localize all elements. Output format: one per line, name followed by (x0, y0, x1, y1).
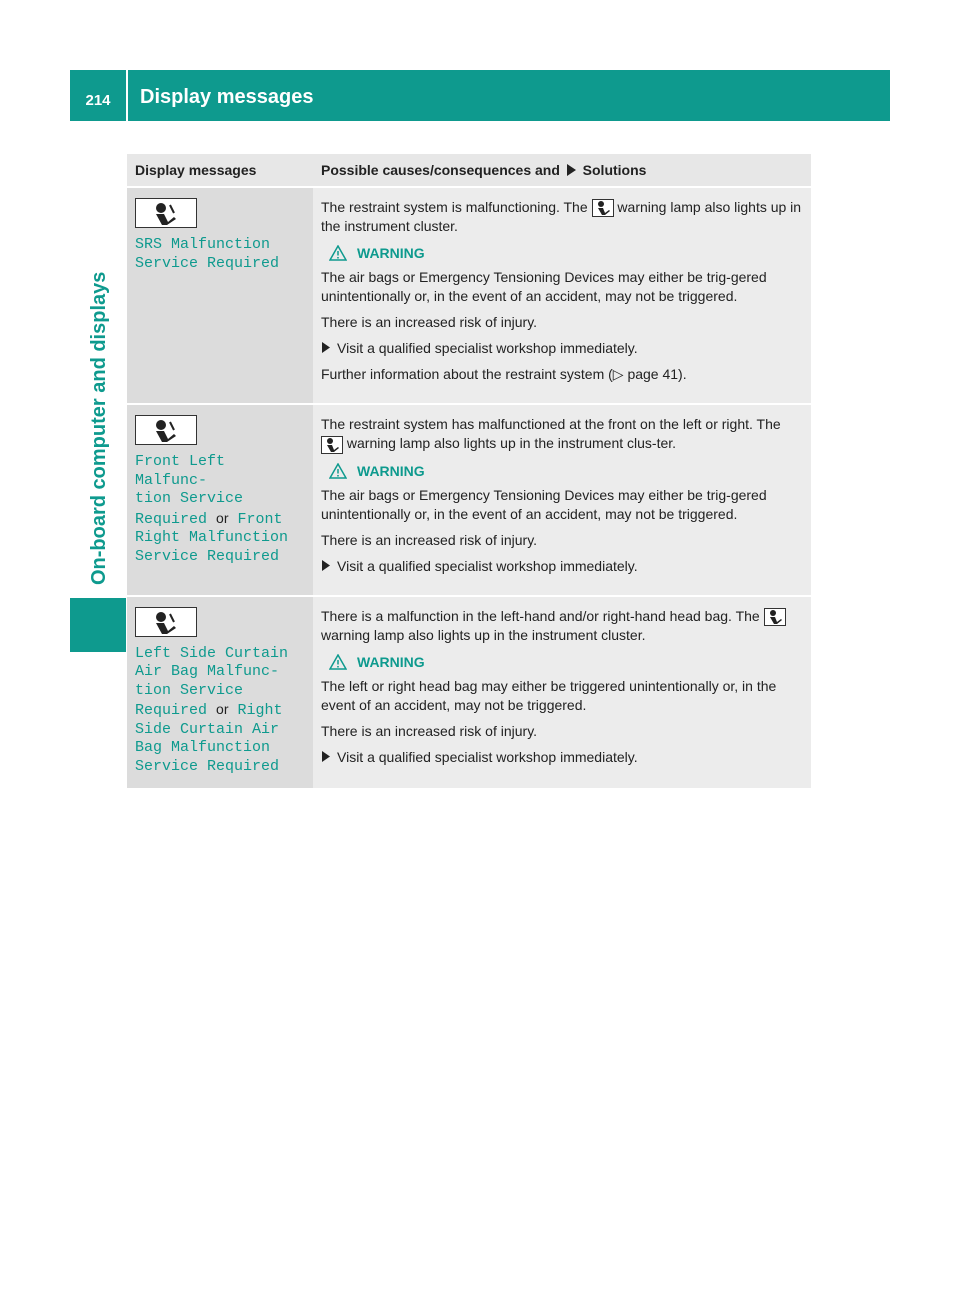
col-header-display-messages: Display messages (127, 154, 313, 187)
warning-triangle-icon (329, 654, 347, 670)
warning-text: The left or right head bag may either be triggered unintentionally or, in the event of an accident, may not be triggered. (321, 677, 777, 713)
message-text-part: Front (237, 510, 283, 528)
message-text: Bag Malfunction (135, 739, 271, 757)
cause-text-post: warning lamp also lights up in the instrument cluster. (321, 626, 646, 643)
cause-text-pre: There is a malfunction in the left-hand and/or right-hand head bag. The (321, 607, 760, 624)
airbag-warning-icon (135, 607, 197, 637)
action-item (321, 557, 803, 576)
message-text: Side Curtain Air (135, 720, 280, 738)
message-text (135, 700, 305, 721)
warning-triangle-icon (329, 463, 347, 479)
action-item (321, 748, 803, 767)
cause-text-post: warning lamp also lights up in the instrument clus-ter. (346, 435, 677, 452)
action-arrow-icon (321, 342, 331, 353)
header-divider (126, 70, 128, 121)
solution-cell (313, 404, 811, 595)
cause-text-post: warning lamp also lights up in the instrument cluster. (321, 199, 802, 235)
solution-cell (313, 187, 811, 404)
message-cell (127, 404, 313, 595)
page-number: 214 (85, 92, 111, 109)
message-text: tion Service (135, 490, 244, 508)
risk-text: There is an increased risk of injury. (321, 531, 538, 548)
warning-triangle-icon (329, 245, 347, 261)
warning-heading (329, 245, 803, 261)
message-text (135, 509, 305, 530)
cause-text-pre: The restraint system has malfunctioned at the front on the left or right. The (321, 416, 781, 433)
action-arrow-icon (321, 560, 331, 571)
cause-text-pre: The restraint system is malfunctioning. The (321, 199, 588, 215)
col-header-causes-post: Solutions (582, 162, 647, 178)
airbag-warning-icon (321, 436, 343, 454)
side-tab-label: On-board computer and displays (88, 271, 110, 585)
message-text: Service Required (135, 757, 280, 775)
message-text: Service Required (135, 254, 280, 272)
warning-label: WARNING (357, 653, 425, 670)
message-text: Service Required (135, 547, 280, 565)
action-arrow-icon (321, 751, 331, 762)
table-row (127, 187, 811, 404)
warning-text: The air bags or Emergency Tensioning Devices may either be trig-gered unintentionally or, in the event of an accident, may not be triggered. (321, 269, 767, 305)
cause-text (321, 198, 803, 236)
table-row (127, 404, 811, 595)
warning-label: WARNING (357, 462, 425, 479)
solution-cell (313, 596, 811, 790)
display-messages-table (127, 154, 811, 790)
further-info-text: Further information about the restraint system (▷ page 41). (321, 366, 687, 383)
message-text: Front Left Malfunc- (135, 453, 226, 489)
message-text: SRS Malfunction (135, 236, 271, 253)
action-item (321, 339, 803, 358)
page-title: Display messages (140, 86, 314, 108)
warning-text: The air bags or Emergency Tensioning Devices may either be trig-gered unintentionally or, in the event of an accident, may not be triggered. (321, 486, 767, 522)
message-text: tion Service (135, 681, 244, 699)
warning-heading (329, 654, 803, 670)
airbag-warning-icon (764, 608, 786, 626)
message-text-part: Right (237, 702, 283, 720)
message-text: Air Bag Malfunc- (135, 663, 280, 681)
risk-text: There is an increased risk of injury. (321, 722, 538, 739)
col-header-causes-pre: Possible causes/consequences and (321, 162, 560, 178)
or-text: or (216, 701, 229, 718)
table-row (127, 596, 811, 790)
message-cell (127, 187, 313, 404)
message-text-part: Required (135, 510, 208, 528)
action-arrow-icon (566, 164, 577, 176)
risk-text: There is an increased risk of injury. (321, 314, 538, 331)
or-text: or (216, 509, 229, 526)
airbag-warning-icon (135, 415, 197, 445)
airbag-warning-icon (135, 198, 197, 228)
table-header-row (127, 154, 811, 187)
warning-heading (329, 463, 803, 479)
message-text-part: Required (135, 702, 208, 720)
col-header-causes (313, 154, 811, 187)
airbag-warning-icon (592, 199, 614, 217)
cause-text (321, 415, 803, 453)
side-tab-marker (70, 598, 126, 652)
warning-label: WARNING (357, 245, 425, 262)
message-cell (127, 596, 313, 790)
action-text: Visit a qualified specialist workshop immediately. (337, 340, 638, 357)
action-text: Visit a qualified specialist workshop immediately. (337, 557, 638, 574)
action-text: Visit a qualified specialist workshop immediately. (337, 748, 638, 765)
message-text: Left Side Curtain (135, 644, 289, 662)
message-text: Right Malfunction (135, 529, 289, 547)
cause-text (321, 607, 803, 645)
